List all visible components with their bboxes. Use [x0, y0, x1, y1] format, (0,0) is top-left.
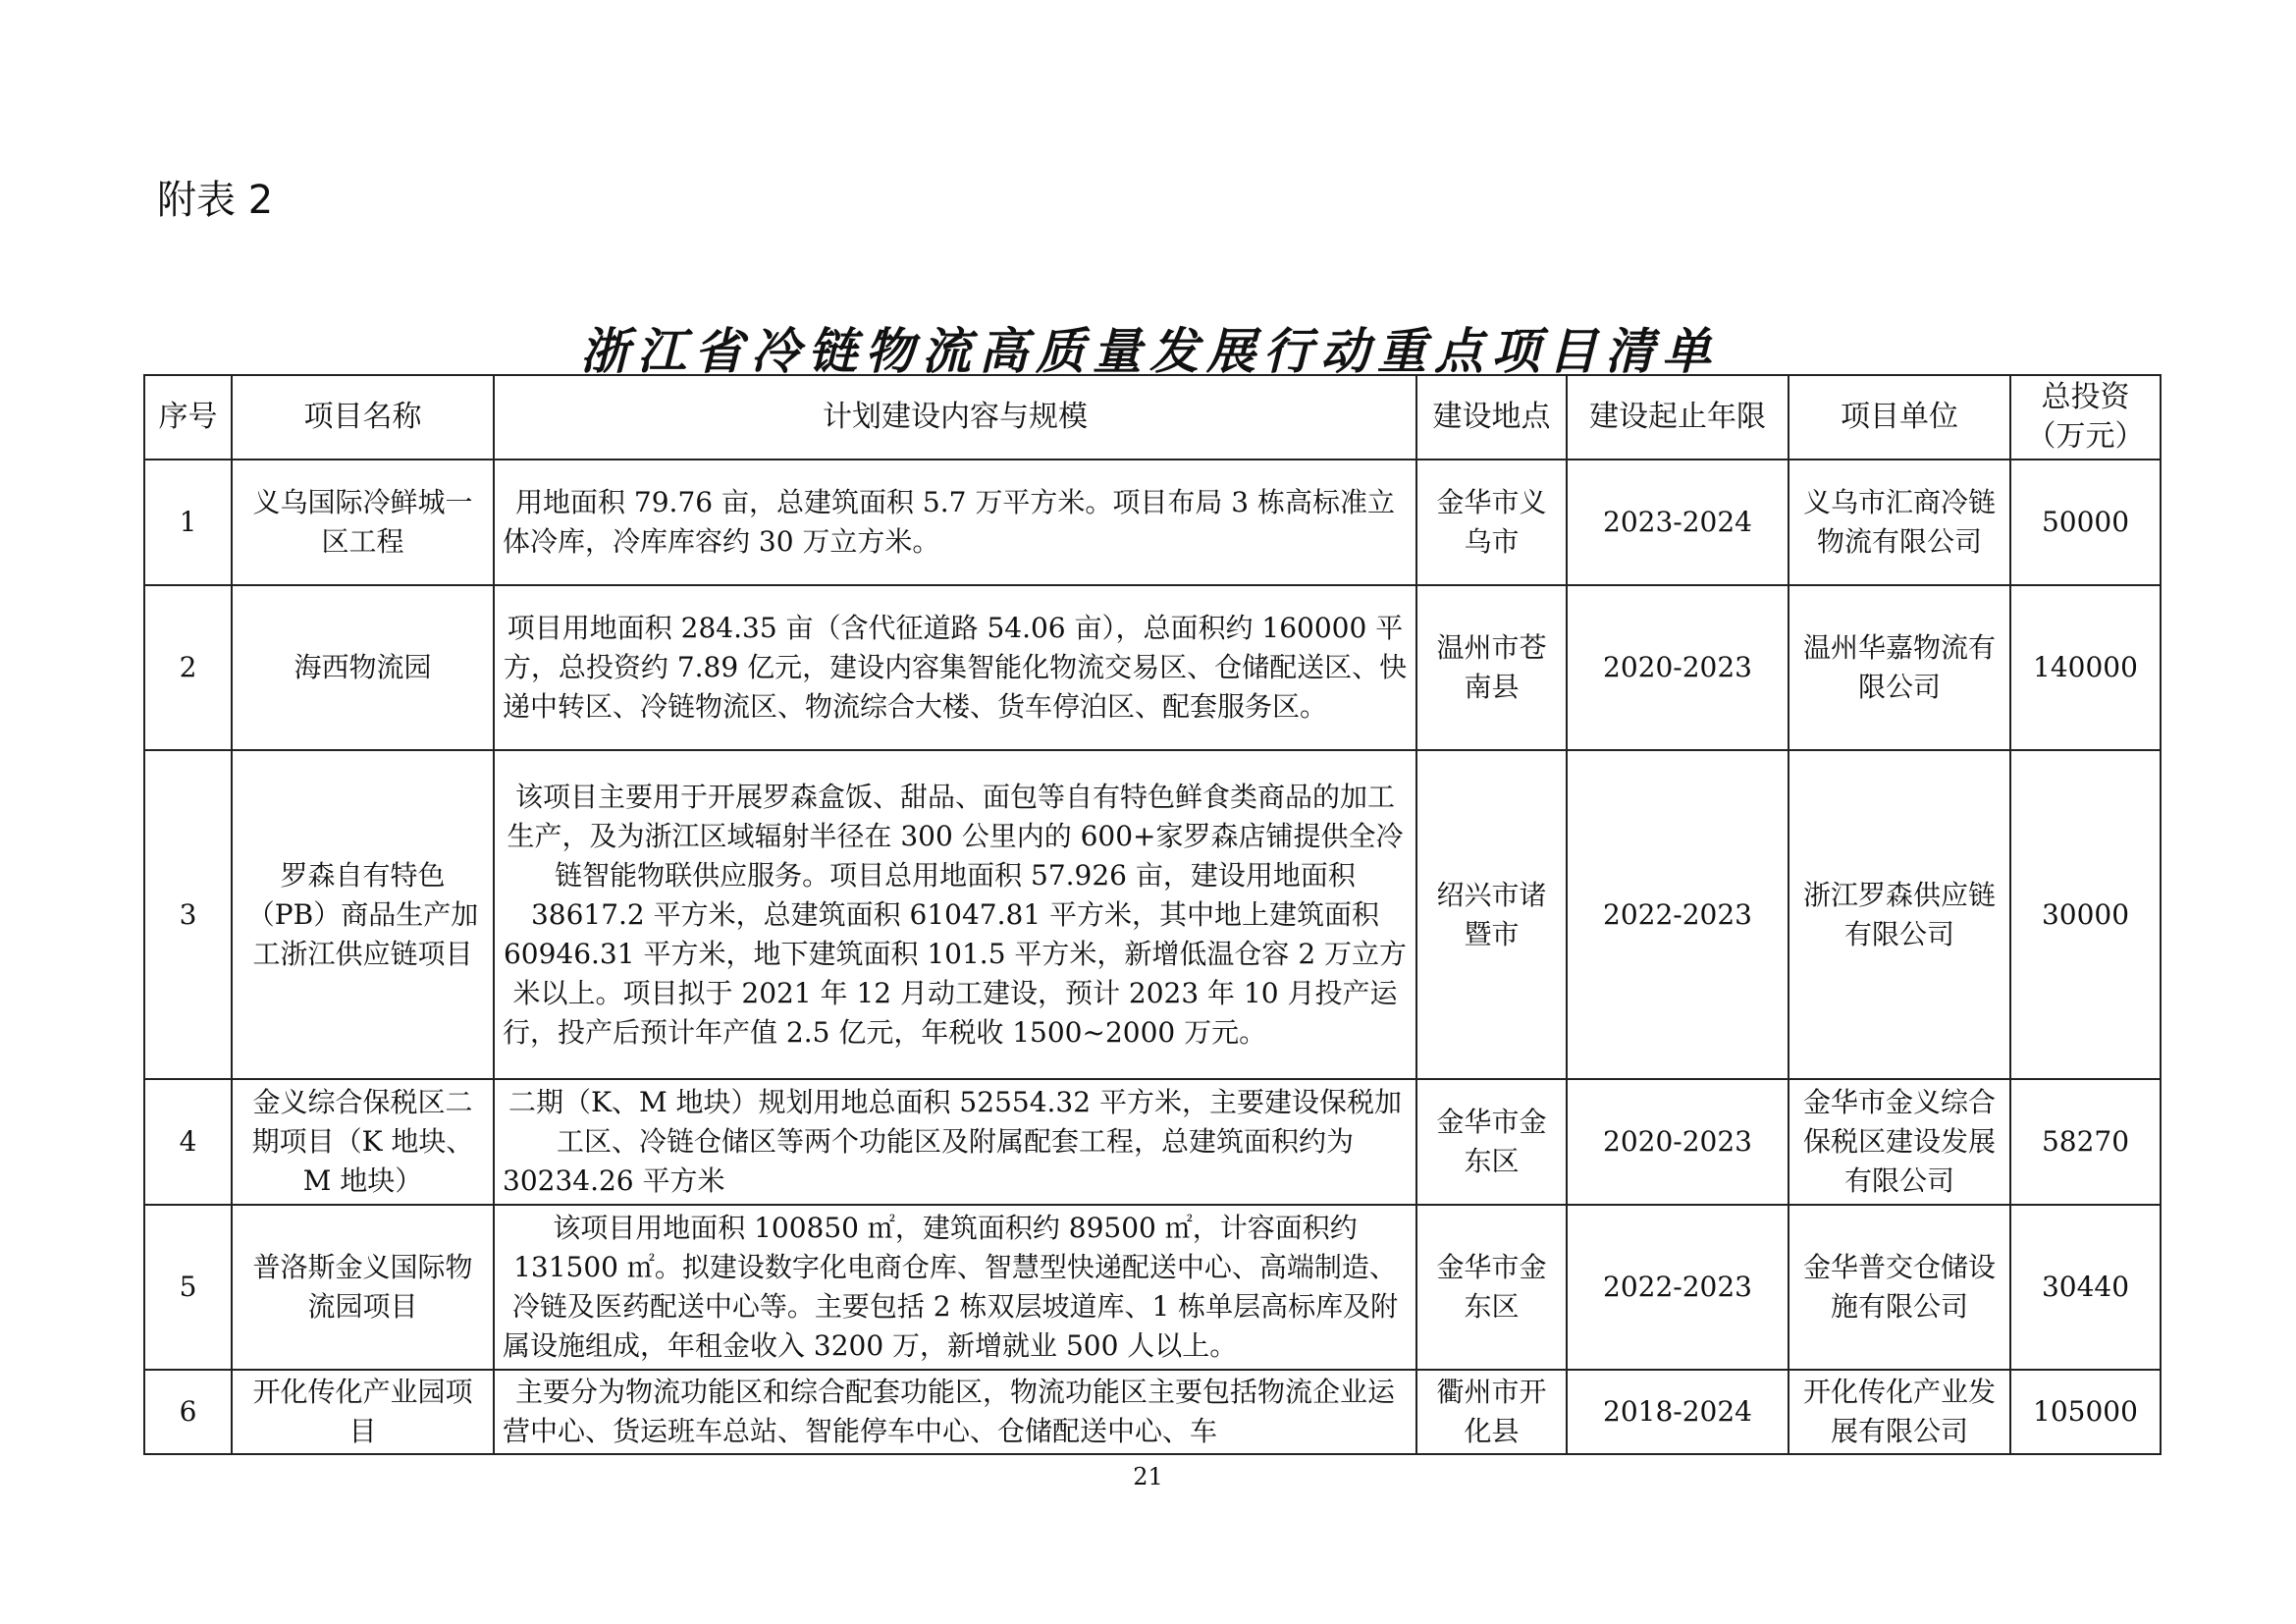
- row-name: 义乌国际冷鲜城一区工程: [232, 460, 494, 585]
- row-unit: 开化传化产业发展有限公司: [1789, 1370, 2010, 1454]
- header-unit: 项目单位: [1789, 375, 2010, 460]
- table-row: [144, 1205, 2161, 1370]
- row-period: 2023-2024: [1567, 460, 1789, 585]
- row-investment: 30440: [2010, 1205, 2161, 1370]
- row-name: 金义综合保税区二期项目（K 地块、M 地块）: [232, 1079, 494, 1205]
- row-period: 2020-2023: [1567, 1079, 1789, 1205]
- table-row: [144, 585, 2161, 750]
- row-investment: 58270: [2010, 1079, 2161, 1205]
- row-location: 金华市金东区: [1416, 1205, 1567, 1370]
- row-unit: 义乌市汇商冷链物流有限公司: [1789, 460, 2010, 585]
- row-unit: 浙江罗森供应链有限公司: [1789, 750, 2010, 1079]
- table-row: [144, 1370, 2161, 1454]
- row-name: 罗森自有特色（PB）商品生产加工浙江供应链项目: [232, 750, 494, 1079]
- row-period: 2020-2023: [1567, 585, 1789, 750]
- row-no: 6: [144, 1370, 232, 1454]
- row-location: 绍兴市诸暨市: [1416, 750, 1567, 1079]
- header-period: 建设起止年限: [1567, 375, 1789, 460]
- row-no: 4: [144, 1079, 232, 1205]
- page-number: 21: [1133, 1463, 1163, 1490]
- header-content: 计划建设内容与规模: [494, 375, 1416, 460]
- row-content: 该项目主要用于开展罗森盒饭、甜品、面包等自有特色鲜食类商品的加工生产，及为浙江区域辐射半径在 300 公里内的 600+家罗森店铺提供全冷链智能物联供应服务。项目总用地面积 57.926 亩，建设用地面积 38617.2 平方米，总建筑面积 61047.81 平方米，其中地上建筑面积 60946.31 平方米，地下建筑面积 101.5 平方米，新增低温仓容 2 万立方米以上。项目拟于 2021 年 12 月动工建设，预计 2023 年 10 月投产运行，投产后预计年产值 2.5 亿元，年税收 1500~2000 万元。: [494, 750, 1416, 1079]
- row-period: 2018-2024: [1567, 1370, 1789, 1454]
- header-location: 建设地点: [1416, 375, 1567, 460]
- row-investment: 30000: [2010, 750, 2161, 1079]
- row-no: 1: [144, 460, 232, 585]
- row-name: 海西物流园: [232, 585, 494, 750]
- document-title: 浙江省冷链物流高质量发展行动重点项目清单: [580, 322, 1719, 380]
- row-no: 3: [144, 750, 232, 1079]
- row-no: 5: [144, 1205, 232, 1370]
- row-content: 用地面积 79.76 亩，总建筑面积 5.7 万平方米。项目布局 3 栋高标准立体冷库，冷库库容约 30 万立方米。: [494, 460, 1416, 585]
- row-investment: 50000: [2010, 460, 2161, 585]
- table-row: [144, 750, 2161, 1079]
- row-content: 主要分为物流功能区和综合配套功能区，物流功能区主要包括物流企业运营中心、货运班车总站、智能停车中心、仓储配送中心、车: [494, 1370, 1416, 1454]
- row-no: 2: [144, 585, 232, 750]
- row-location: 衢州市开化县: [1416, 1370, 1567, 1454]
- row-unit: 金华市金义综合保税区建设发展有限公司: [1789, 1079, 2010, 1205]
- table-row: [144, 460, 2161, 585]
- row-period: 2022-2023: [1567, 1205, 1789, 1370]
- row-content: 该项目用地面积 100850 ㎡，建筑面积约 89500 ㎡，计容面积约 131500 ㎡。拟建设数字化电商仓库、智慧型快递配送中心、高端制造、冷链及医药配送中心等。主要包括 2 栋双层坡道库、1 栋单层高标库及附属设施组成，年租金收入 3200 万，新增就业 500 人以上。: [494, 1205, 1416, 1370]
- row-location: 金华市金东区: [1416, 1079, 1567, 1205]
- row-unit: 温州华嘉物流有限公司: [1789, 585, 2010, 750]
- header-no: 序号: [144, 375, 232, 460]
- row-content: 项目用地面积 284.35 亩（含代征道路 54.06 亩），总面积约 160000 平方，总投资约 7.89 亿元，建设内容集智能化物流交易区、仓储配送区、快递中转区、冷链物流区、物流综合大楼、货车停泊区、配套服务区。: [494, 585, 1416, 750]
- row-location: 温州市苍南县: [1416, 585, 1567, 750]
- header-investment: 总投资（万元）: [2010, 375, 2161, 460]
- row-name: 开化传化产业园项目: [232, 1370, 494, 1454]
- row-content: 二期（K、M 地块）规划用地总面积 52554.32 平方米，主要建设保税加工区、冷链仓储区等两个功能区及附属配套工程，总建筑面积约为 30234.26 平方米: [494, 1079, 1416, 1205]
- appendix-label: 附表 2: [157, 178, 274, 223]
- row-name: 普洛斯金义国际物流园项目: [232, 1205, 494, 1370]
- row-investment: 105000: [2010, 1370, 2161, 1454]
- row-period: 2022-2023: [1567, 750, 1789, 1079]
- project-table: [143, 374, 2162, 1455]
- row-unit: 金华普交仓储设施有限公司: [1789, 1205, 2010, 1370]
- header-row: [144, 375, 2161, 460]
- table-row: [144, 1079, 2161, 1205]
- row-location: 金华市义乌市: [1416, 460, 1567, 585]
- header-name: 项目名称: [232, 375, 494, 460]
- row-investment: 140000: [2010, 585, 2161, 750]
